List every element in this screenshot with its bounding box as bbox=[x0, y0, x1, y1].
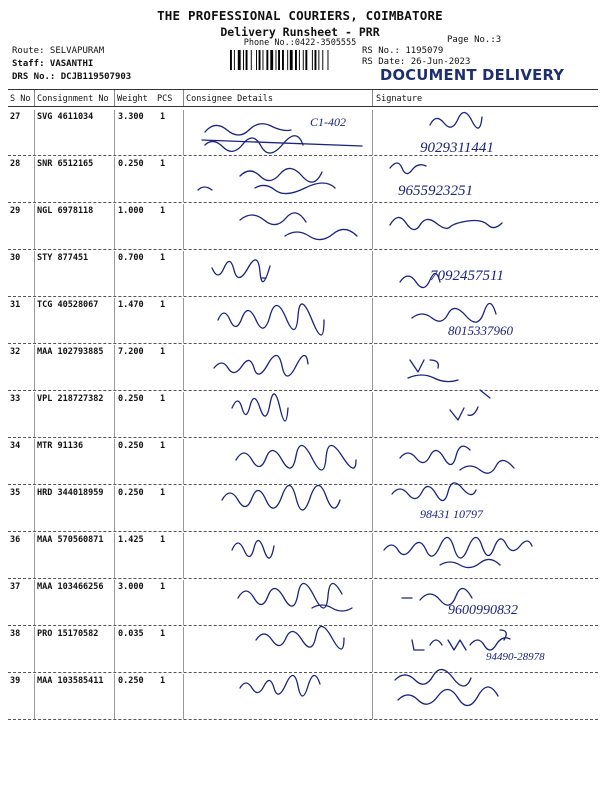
row-consignment-no: MAA 570560871 bbox=[37, 535, 104, 545]
row-pcs: 1 bbox=[160, 253, 166, 263]
row-consignment-no: SVG 4611034 bbox=[37, 112, 94, 122]
row-weight: 0.700 bbox=[118, 253, 144, 263]
row-weight: 0.250 bbox=[118, 488, 144, 498]
row-pcs: 1 bbox=[160, 582, 166, 592]
rs-number: RS No.: 1195079 bbox=[362, 46, 444, 56]
row-pcs: 1 bbox=[160, 206, 166, 216]
signature-scribble bbox=[212, 260, 270, 282]
row-pcs: 1 bbox=[160, 394, 166, 404]
signature-scribble bbox=[395, 669, 498, 705]
signature-scribble bbox=[390, 163, 426, 174]
signature-scribble bbox=[384, 537, 532, 567]
signature-scribble bbox=[198, 168, 335, 193]
signature-scribble bbox=[450, 390, 490, 420]
row-sno: 28 bbox=[10, 159, 21, 169]
signature-scribble bbox=[240, 213, 357, 240]
row-sno: 29 bbox=[10, 206, 21, 216]
company-title: THE PROFESSIONAL COURIERS, COIMBATORE bbox=[157, 8, 443, 23]
runsheet-title: Delivery Runsheet - PRR bbox=[220, 25, 380, 39]
signature-scribble bbox=[218, 304, 324, 335]
consignee-note: C1-402 bbox=[310, 115, 346, 129]
row-pcs: 1 bbox=[160, 676, 166, 686]
col-pcs: PCS bbox=[157, 94, 173, 104]
signature-scribble bbox=[412, 303, 496, 322]
row-weight: 1.470 bbox=[118, 300, 144, 310]
row-weight: 0.250 bbox=[118, 441, 144, 451]
row-consignment-no: HRD 344018959 bbox=[37, 488, 104, 498]
row-sno: 32 bbox=[10, 347, 21, 357]
signature-scribble bbox=[240, 675, 320, 696]
signature-scribble bbox=[390, 217, 502, 229]
row-sno: 36 bbox=[10, 535, 21, 545]
row-pcs: 1 bbox=[160, 629, 166, 639]
signature-scribble bbox=[214, 355, 308, 376]
signature-scribble bbox=[238, 583, 352, 611]
row-weight: 0.250 bbox=[118, 394, 144, 404]
signature-scribble bbox=[236, 445, 356, 470]
row-weight: 3.000 bbox=[118, 582, 144, 592]
signature-phone: 9655923251 bbox=[398, 183, 473, 199]
row-sno: 30 bbox=[10, 253, 21, 263]
row-consignment-no: PRO 15170582 bbox=[37, 629, 99, 639]
rs-date: RS Date: 26-Jun-2023 bbox=[362, 57, 471, 67]
row-sno: 27 bbox=[10, 112, 21, 122]
row-weight: 0.250 bbox=[118, 159, 144, 169]
phone-number: Phone No.:0422-3505555 bbox=[243, 38, 357, 48]
row-sno: 37 bbox=[10, 582, 21, 592]
row-sno: 39 bbox=[10, 676, 21, 686]
document-delivery-stamp: DOCUMENT DELIVERY bbox=[380, 66, 565, 84]
row-pcs: 1 bbox=[160, 488, 166, 498]
row-weight: 7.200 bbox=[118, 347, 144, 357]
row-consignment-no: MTR 91136 bbox=[37, 441, 84, 451]
col-consignee: Consignee Details bbox=[186, 94, 273, 104]
signature-scribble bbox=[400, 446, 514, 473]
row-consignment-no: NGL 6978118 bbox=[37, 206, 94, 216]
signature-scribble bbox=[232, 394, 288, 421]
signature-scribble bbox=[232, 540, 274, 558]
row-weight: 1.000 bbox=[118, 206, 144, 216]
signature-phone: 9029311441 bbox=[420, 140, 494, 156]
row-consignment-no: STY 877451 bbox=[37, 253, 89, 263]
signature-phone: 8015337960 bbox=[448, 323, 513, 338]
row-weight: 0.035 bbox=[118, 629, 144, 639]
signature-scribble bbox=[408, 360, 458, 382]
row-pcs: 1 bbox=[160, 535, 166, 545]
row-pcs: 1 bbox=[160, 441, 166, 451]
row-consignment-no: MAA 103466256 bbox=[37, 582, 104, 592]
row-sno: 35 bbox=[10, 488, 21, 498]
row-pcs: 1 bbox=[160, 159, 166, 169]
row-sno: 31 bbox=[10, 300, 21, 310]
row-consignment-no: MAA 102793885 bbox=[37, 347, 104, 357]
col-consignment: Consignment No bbox=[37, 94, 109, 104]
row-weight: 1.425 bbox=[118, 535, 144, 545]
row-sno: 34 bbox=[10, 441, 21, 451]
row-consignment-no: MAA 103585411 bbox=[37, 676, 104, 686]
staff: Staff: VASANTHI bbox=[12, 59, 94, 69]
drs-number: DRS No.: DCJB119507903 bbox=[12, 72, 132, 82]
route: Route: SELVAPURAM bbox=[12, 46, 105, 56]
col-sno: S No bbox=[10, 94, 31, 104]
signature-scribble bbox=[392, 483, 476, 501]
row-consignment-no: TCG 40528067 bbox=[37, 300, 99, 310]
signature-scribble bbox=[412, 630, 510, 650]
row-weight: 3.300 bbox=[118, 112, 144, 122]
signature-phone: 7092457511 bbox=[430, 268, 504, 284]
row-weight: 0.250 bbox=[118, 676, 144, 686]
signature-phone: 98431 10797 bbox=[420, 507, 483, 521]
signature-phone: 9600990832 bbox=[448, 603, 518, 618]
signature-scribble bbox=[256, 626, 344, 649]
row-pcs: 1 bbox=[160, 300, 166, 310]
row-pcs: 1 bbox=[160, 112, 166, 122]
signature-phone: 94490-28978 bbox=[486, 651, 545, 663]
col-weight: Weight bbox=[117, 94, 148, 104]
signature-scribble bbox=[222, 485, 340, 510]
row-sno: 38 bbox=[10, 629, 21, 639]
col-signature: Signature bbox=[376, 94, 423, 104]
row-consignment-no: VPL 218727382 bbox=[37, 394, 104, 404]
signature-scribble bbox=[430, 112, 482, 128]
row-sno: 33 bbox=[10, 394, 21, 404]
row-consignment-no: SNR 6512165 bbox=[37, 159, 94, 169]
page-number: Page No.:3 bbox=[447, 35, 502, 45]
row-pcs: 1 bbox=[160, 347, 166, 357]
